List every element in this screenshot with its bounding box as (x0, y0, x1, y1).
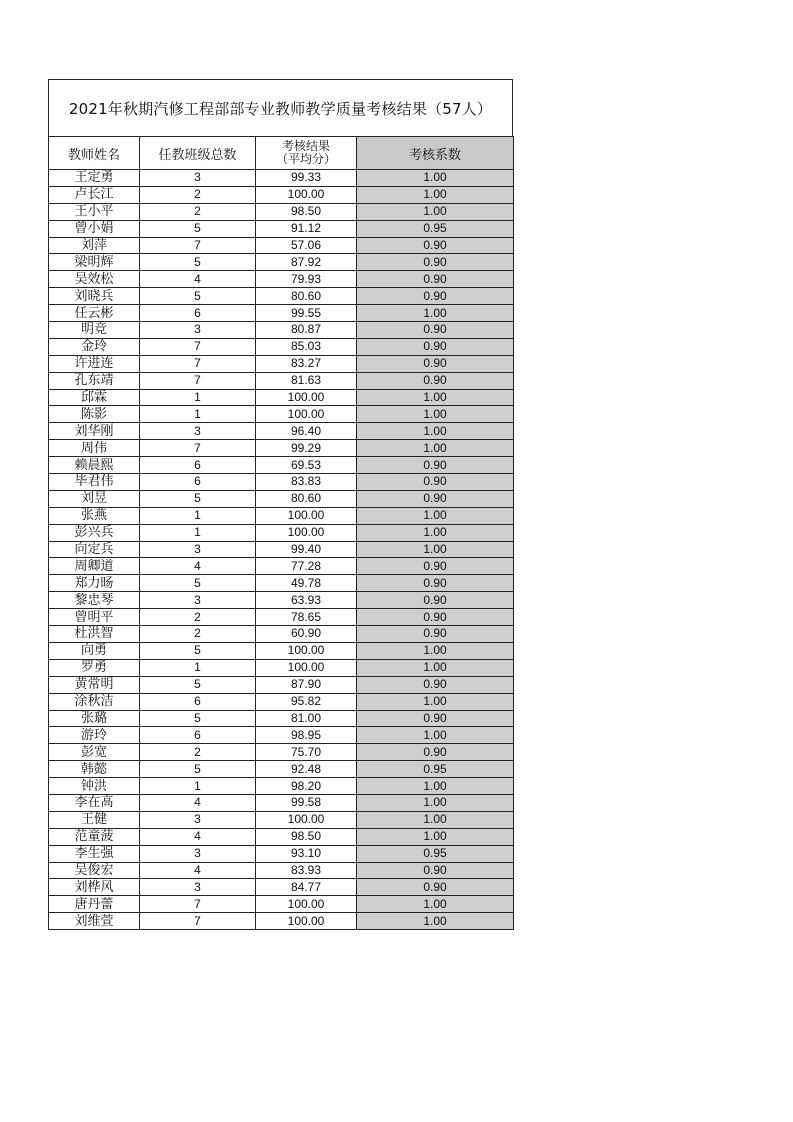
table-row (49, 845, 514, 862)
table-row (49, 524, 514, 541)
class-count-cell: 3 (140, 592, 256, 609)
class-count-cell: 7 (140, 440, 256, 457)
class-count-cell: 3 (140, 879, 256, 896)
teacher-name-cell: 周卿道 (49, 558, 140, 575)
score-cell: 63.93 (256, 592, 357, 609)
coefficient-cell: 0.90 (357, 237, 514, 254)
class-count-cell: 1 (140, 389, 256, 406)
score-cell: 95.82 (256, 693, 357, 710)
class-count-cell: 7 (140, 338, 256, 355)
coefficient-cell: 0.90 (357, 862, 514, 879)
teacher-name-cell: 刘萍 (49, 237, 140, 254)
teacher-name-cell: 罗勇 (49, 659, 140, 676)
teacher-name-cell: 刘桦风 (49, 879, 140, 896)
teacher-name-cell: 卢长江 (49, 186, 140, 203)
score-cell: 80.60 (256, 490, 357, 507)
teacher-name-cell: 彭宽 (49, 744, 140, 761)
coefficient-cell: 1.00 (357, 423, 514, 440)
coefficient-cell: 0.90 (357, 879, 514, 896)
header-result-line2: （平均分） (275, 152, 336, 166)
teacher-name-cell: 彭兴兵 (49, 524, 140, 541)
teacher-name-cell: 任云彬 (49, 305, 140, 322)
teacher-name-cell: 黄常明 (49, 676, 140, 693)
table-row (49, 440, 514, 457)
table-row (49, 389, 514, 406)
class-count-cell: 5 (140, 642, 256, 659)
table-row (49, 862, 514, 879)
score-cell: 79.93 (256, 271, 357, 288)
header-result (256, 137, 357, 170)
coefficient-cell: 1.00 (357, 440, 514, 457)
coefficient-cell: 1.00 (357, 727, 514, 744)
teacher-name-cell: 向勇 (49, 642, 140, 659)
table-row (49, 761, 514, 778)
coefficient-cell: 1.00 (357, 186, 514, 203)
table-row (49, 609, 514, 626)
score-cell: 69.53 (256, 457, 357, 474)
score-cell: 81.00 (256, 710, 357, 727)
score-cell: 77.28 (256, 558, 357, 575)
coefficient-cell: 0.90 (357, 338, 514, 355)
score-cell: 49.78 (256, 575, 357, 592)
class-count-cell: 3 (140, 541, 256, 558)
table-row (49, 170, 514, 187)
class-count-cell: 2 (140, 626, 256, 643)
teacher-name-cell: 杜洪智 (49, 626, 140, 643)
class-count-cell: 7 (140, 237, 256, 254)
class-count-cell: 1 (140, 659, 256, 676)
class-count-cell: 4 (140, 828, 256, 845)
class-count-cell: 2 (140, 744, 256, 761)
table-row (49, 676, 514, 693)
table-row (49, 642, 514, 659)
score-cell: 87.90 (256, 676, 357, 693)
coefficient-cell: 1.00 (357, 507, 514, 524)
table-row (49, 457, 514, 474)
teacher-name-cell: 明竞 (49, 322, 140, 339)
score-cell: 99.58 (256, 794, 357, 811)
score-cell: 81.63 (256, 372, 357, 389)
coefficient-cell: 1.00 (357, 406, 514, 423)
class-count-cell: 4 (140, 862, 256, 879)
table-row (49, 338, 514, 355)
teacher-name-cell: 钟洪 (49, 778, 140, 795)
teacher-name-cell: 毕君伟 (49, 474, 140, 491)
class-count-cell: 5 (140, 710, 256, 727)
table-row (49, 271, 514, 288)
teacher-name-cell: 许进连 (49, 355, 140, 372)
score-cell: 78.65 (256, 609, 357, 626)
score-cell: 98.50 (256, 203, 357, 220)
teacher-name-cell: 吴俊宏 (49, 862, 140, 879)
teacher-name-cell: 韩懿 (49, 761, 140, 778)
score-cell: 99.55 (256, 305, 357, 322)
teacher-name-cell: 曾明平 (49, 609, 140, 626)
header-teacher-name: 教师姓名 (49, 137, 140, 170)
table-row (49, 811, 514, 828)
table-row (49, 254, 514, 271)
coefficient-cell: 0.90 (357, 254, 514, 271)
class-count-cell: 1 (140, 778, 256, 795)
table-row (49, 558, 514, 575)
table-row (49, 474, 514, 491)
teacher-name-cell: 范童菠 (49, 828, 140, 845)
coefficient-cell: 1.00 (357, 524, 514, 541)
class-count-cell: 7 (140, 896, 256, 913)
table-row (49, 322, 514, 339)
class-count-cell: 3 (140, 423, 256, 440)
teacher-name-cell: 刘昱 (49, 490, 140, 507)
score-cell: 91.12 (256, 220, 357, 237)
class-count-cell: 7 (140, 355, 256, 372)
score-cell: 100.00 (256, 659, 357, 676)
score-cell: 100.00 (256, 389, 357, 406)
class-count-cell: 2 (140, 186, 256, 203)
score-cell: 100.00 (256, 524, 357, 541)
teacher-name-cell: 黎忠琴 (49, 592, 140, 609)
score-cell: 100.00 (256, 896, 357, 913)
teacher-name-cell: 孔东靖 (49, 372, 140, 389)
header-coefficient: 考核系数 (357, 137, 514, 170)
assessment-table (48, 136, 514, 930)
sheet-title: 2021年秋期汽修工程部部专业教师教学质量考核结果（57人） (48, 79, 513, 136)
teacher-name-cell: 吴效松 (49, 271, 140, 288)
teacher-name-cell: 周伟 (49, 440, 140, 457)
teacher-name-cell: 游玲 (49, 727, 140, 744)
header-row (49, 137, 514, 170)
table-row (49, 659, 514, 676)
table-row (49, 372, 514, 389)
score-cell: 96.40 (256, 423, 357, 440)
table-row (49, 727, 514, 744)
table-row (49, 794, 514, 811)
score-cell: 92.48 (256, 761, 357, 778)
score-cell: 93.10 (256, 845, 357, 862)
table-row (49, 507, 514, 524)
class-count-cell: 3 (140, 322, 256, 339)
coefficient-cell: 0.90 (357, 474, 514, 491)
score-cell: 84.77 (256, 879, 357, 896)
class-count-cell: 5 (140, 288, 256, 305)
score-cell: 83.83 (256, 474, 357, 491)
class-count-cell: 7 (140, 372, 256, 389)
class-count-cell: 6 (140, 457, 256, 474)
score-cell: 100.00 (256, 642, 357, 659)
class-count-cell: 1 (140, 406, 256, 423)
table-row (49, 288, 514, 305)
table-row (49, 186, 514, 203)
class-count-cell: 5 (140, 490, 256, 507)
coefficient-cell: 0.95 (357, 761, 514, 778)
coefficient-cell: 0.90 (357, 676, 514, 693)
table-body (49, 170, 514, 930)
class-count-cell: 3 (140, 170, 256, 187)
table-row (49, 896, 514, 913)
coefficient-cell: 1.00 (357, 642, 514, 659)
score-cell: 99.29 (256, 440, 357, 457)
coefficient-cell: 0.90 (357, 744, 514, 761)
table-row (49, 778, 514, 795)
coefficient-cell: 1.00 (357, 778, 514, 795)
teacher-name-cell: 李生强 (49, 845, 140, 862)
score-cell: 99.33 (256, 170, 357, 187)
table-row (49, 203, 514, 220)
table-row (49, 913, 514, 930)
coefficient-cell: 0.90 (357, 609, 514, 626)
teacher-name-cell: 王定勇 (49, 170, 140, 187)
class-count-cell: 6 (140, 305, 256, 322)
teacher-name-cell: 李在高 (49, 794, 140, 811)
class-count-cell: 6 (140, 727, 256, 744)
table-row (49, 828, 514, 845)
coefficient-cell: 1.00 (357, 659, 514, 676)
coefficient-cell: 1.00 (357, 794, 514, 811)
score-cell: 100.00 (256, 811, 357, 828)
coefficient-cell: 0.95 (357, 845, 514, 862)
class-count-cell: 2 (140, 203, 256, 220)
coefficient-cell: 0.95 (357, 220, 514, 237)
coefficient-cell: 1.00 (357, 305, 514, 322)
class-count-cell: 5 (140, 676, 256, 693)
score-cell: 100.00 (256, 406, 357, 423)
teacher-name-cell: 梁明辉 (49, 254, 140, 271)
class-count-cell: 6 (140, 474, 256, 491)
score-cell: 80.87 (256, 322, 357, 339)
table-row (49, 693, 514, 710)
score-cell: 75.70 (256, 744, 357, 761)
table-row (49, 406, 514, 423)
teacher-name-cell: 唐丹蕾 (49, 896, 140, 913)
class-count-cell: 3 (140, 845, 256, 862)
table-row (49, 220, 514, 237)
coefficient-cell: 1.00 (357, 389, 514, 406)
table-row (49, 744, 514, 761)
score-cell: 98.50 (256, 828, 357, 845)
score-cell: 98.95 (256, 727, 357, 744)
score-cell: 57.06 (256, 237, 357, 254)
coefficient-cell: 0.90 (357, 322, 514, 339)
teacher-name-cell: 刘华刚 (49, 423, 140, 440)
table-row (49, 592, 514, 609)
score-cell: 98.20 (256, 778, 357, 795)
score-cell: 83.93 (256, 862, 357, 879)
coefficient-cell: 0.90 (357, 558, 514, 575)
table-row (49, 626, 514, 643)
class-count-cell: 6 (140, 693, 256, 710)
table-row (49, 423, 514, 440)
teacher-name-cell: 曾小娟 (49, 220, 140, 237)
score-cell: 85.03 (256, 338, 357, 355)
class-count-cell: 5 (140, 220, 256, 237)
coefficient-cell: 1.00 (357, 811, 514, 828)
class-count-cell: 5 (140, 575, 256, 592)
class-count-cell: 1 (140, 507, 256, 524)
coefficient-cell: 1.00 (357, 913, 514, 930)
class-count-cell: 3 (140, 811, 256, 828)
coefficient-cell: 0.90 (357, 271, 514, 288)
teacher-name-cell: 郑力旸 (49, 575, 140, 592)
table-row (49, 237, 514, 254)
header-result-line1: 考核结果 (281, 139, 330, 153)
class-count-cell: 1 (140, 524, 256, 541)
coefficient-cell: 0.90 (357, 457, 514, 474)
class-count-cell: 4 (140, 271, 256, 288)
teacher-name-cell: 向定兵 (49, 541, 140, 558)
score-cell: 99.40 (256, 541, 357, 558)
coefficient-cell: 1.00 (357, 170, 514, 187)
teacher-name-cell: 金玲 (49, 338, 140, 355)
teacher-name-cell: 刘维萱 (49, 913, 140, 930)
coefficient-cell: 0.90 (357, 710, 514, 727)
coefficient-cell: 0.90 (357, 288, 514, 305)
teacher-name-cell: 张燕 (49, 507, 140, 524)
coefficient-cell: 1.00 (357, 693, 514, 710)
header-class-count: 任教班级总数 (140, 137, 256, 170)
score-cell: 100.00 (256, 913, 357, 930)
coefficient-cell: 0.90 (357, 592, 514, 609)
table-row (49, 575, 514, 592)
class-count-cell: 7 (140, 913, 256, 930)
teacher-name-cell: 王健 (49, 811, 140, 828)
assessment-sheet (48, 79, 513, 930)
class-count-cell: 4 (140, 794, 256, 811)
score-cell: 100.00 (256, 507, 357, 524)
table-row (49, 355, 514, 372)
score-cell: 83.27 (256, 355, 357, 372)
coefficient-cell: 1.00 (357, 896, 514, 913)
table-row (49, 710, 514, 727)
coefficient-cell: 1.00 (357, 828, 514, 845)
score-cell: 100.00 (256, 186, 357, 203)
teacher-name-cell: 赖晨熙 (49, 457, 140, 474)
score-cell: 60.90 (256, 626, 357, 643)
class-count-cell: 5 (140, 761, 256, 778)
teacher-name-cell: 刘晓兵 (49, 288, 140, 305)
teacher-name-cell: 张璐 (49, 710, 140, 727)
table-row (49, 490, 514, 507)
class-count-cell: 4 (140, 558, 256, 575)
coefficient-cell: 0.90 (357, 626, 514, 643)
coefficient-cell: 0.90 (357, 372, 514, 389)
table-row (49, 879, 514, 896)
score-cell: 87.92 (256, 254, 357, 271)
table-row (49, 305, 514, 322)
coefficient-cell: 0.90 (357, 490, 514, 507)
coefficient-cell: 0.90 (357, 355, 514, 372)
teacher-name-cell: 陈影 (49, 406, 140, 423)
class-count-cell: 2 (140, 609, 256, 626)
class-count-cell: 5 (140, 254, 256, 271)
teacher-name-cell: 涂秋洁 (49, 693, 140, 710)
score-cell: 80.60 (256, 288, 357, 305)
coefficient-cell: 1.00 (357, 203, 514, 220)
coefficient-cell: 1.00 (357, 541, 514, 558)
teacher-name-cell: 王小平 (49, 203, 140, 220)
coefficient-cell: 0.90 (357, 575, 514, 592)
table-row (49, 541, 514, 558)
teacher-name-cell: 邱霖 (49, 389, 140, 406)
